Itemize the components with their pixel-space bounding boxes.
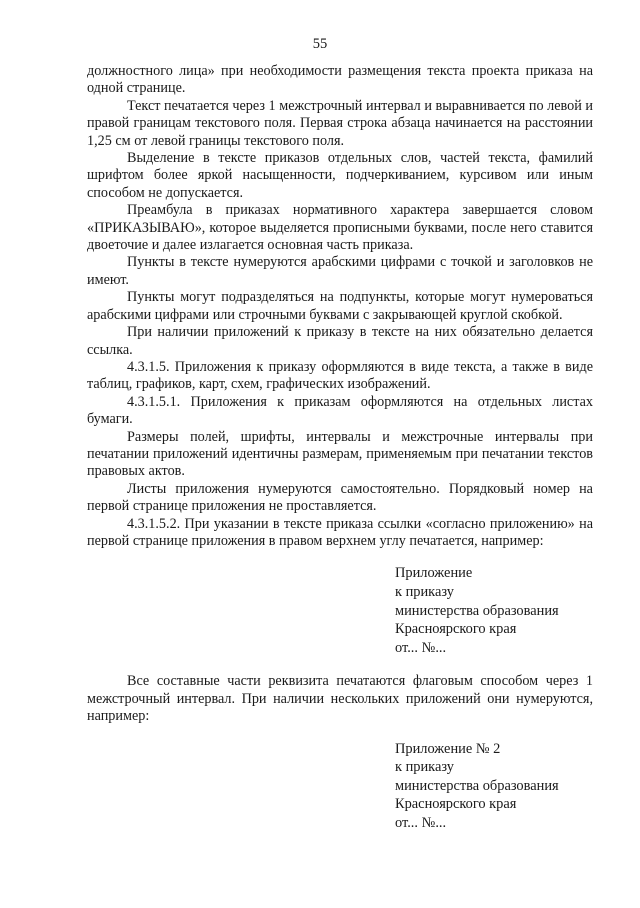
paragraph-12: 4.3.1.5.2. При указании в тексте приказа ссылки «согласно приложению» на первой странице приложения в правом верхнем углу печатается, например: bbox=[87, 515, 593, 549]
paragraph-2: Текст печатается через 1 межстрочный интервал и выравнивается по левой и правой границам текстового поля. Первая строка абзаца начинается на расстоянии 1,25 см от левой границы текстового поля. bbox=[87, 97, 593, 149]
paragraph-13: Все составные части реквизита печатаются флаговым способом через 1 межстрочный интервал. При наличии нескольких приложений они нумеруются, например: bbox=[87, 673, 593, 725]
paragraph-8: 4.3.1.5. Приложения к приказу оформляются в виде текста, а также в виде таблиц, графиков, карт, схем, графических изображений. bbox=[87, 358, 593, 393]
example-2-line-5: от... №... bbox=[395, 814, 447, 831]
example-2-line-2: к приказу bbox=[395, 759, 454, 776]
paragraph-6: Пункты могут подразделяться на подпункты, которые могут нумероваться арабскими цифрами или строчными буквами с закрывающей круглой скобкой. bbox=[87, 289, 593, 323]
paragraph-4: Преамбула в приказах нормативного характера завершается словом «ПРИКАЗЫВАЮ», которое выделяется прописными буквами, после него ставится двоеточие и далее излагается основная часть приказа. bbox=[87, 202, 593, 254]
paragraph-5: Пункты в тексте нумеруются арабскими цифрами с точкой и заголовков не имеют. bbox=[87, 254, 593, 288]
example-1-line-5: от... №... bbox=[395, 639, 447, 656]
paragraph-7: При наличии приложений к приказу в тексте на них обязательно делается ссылка. bbox=[87, 324, 593, 358]
example-1-line-4: Красноярского края bbox=[395, 621, 517, 638]
paragraph-1: должностного лица» при необходимости размещения текста проекта приказа на одной странице. bbox=[87, 63, 593, 97]
page-number: 55 bbox=[312, 36, 328, 52]
paragraph-10: Размеры полей, шрифты, интервалы и межстрочные интервалы при печатании приложений идентичны размерам, применяемым при печатании текстов правовых актов. bbox=[87, 428, 593, 480]
page-content bbox=[87, 63, 593, 849]
example-1-line-3: министерства образования bbox=[395, 602, 559, 619]
paragraph-3: Выделение в тексте приказов отдельных слов, частей текста, фамилий шрифтом более яркой насыщенности, подчеркиванием, курсивом или иным способом не допускается. bbox=[87, 150, 593, 201]
example-1-line-1: Приложение bbox=[395, 565, 473, 582]
example-1-line-2: к приказу bbox=[395, 583, 454, 600]
appendix-example-2 bbox=[395, 740, 593, 833]
appendix-example-1 bbox=[395, 564, 593, 657]
paragraph-9: 4.3.1.5.1. Приложения к приказам оформляются на отдельных листах бумаги. bbox=[87, 393, 593, 428]
example-2-line-4: Красноярского края bbox=[395, 796, 517, 813]
example-2-line-3: министерства образования bbox=[395, 777, 559, 794]
paragraph-11: Листы приложения нумеруются самостоятельно. Порядковый номер на первой странице приложения не проставляется. bbox=[87, 480, 593, 515]
example-2-line-1: Приложение № 2 bbox=[395, 740, 501, 757]
